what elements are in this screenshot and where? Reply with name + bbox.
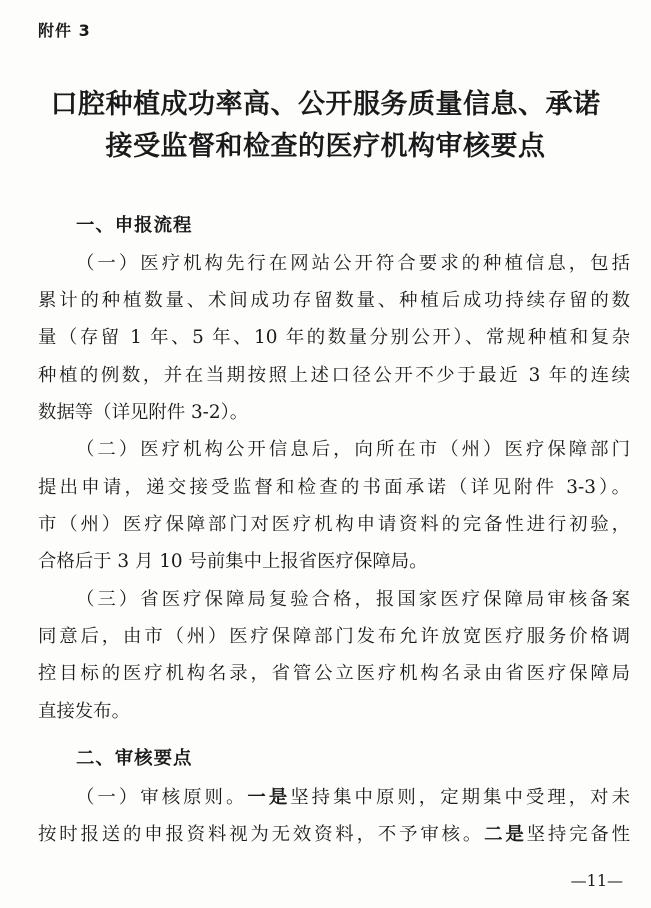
text-run: 按时报送的申报资料视为无效资料，不予审核。	[38, 824, 485, 845]
section-heading-review: 二、审核要点	[76, 748, 193, 769]
paragraph-line: 控目标的医疗机构名录，省管公立医疗机构名录由省医疗保障局	[38, 663, 630, 684]
paragraph-line	[38, 821, 630, 849]
paragraph-line: 累计的种植数量、术间成功存留数量、种植后成功持续存留的数	[38, 290, 630, 311]
paragraph-line: （二）医疗机构公开信息后，向所在市（州）医疗保障部门	[76, 439, 630, 460]
paragraph-line: 同意后，由市（州）医疗保障部门发布允许放宽医疗服务价格调	[38, 626, 630, 647]
text-run: 坚持集中原则，定期集中受理，对未	[290, 787, 630, 808]
text-run: （一）审核原则。	[76, 787, 248, 808]
paragraph-line: 直接发布。	[38, 701, 130, 722]
paragraph-line: 合格后于 3 月 10 号前集中上报省医疗保障局。	[38, 551, 428, 572]
document-title-line-2: 接受监督和检查的医疗机构审核要点	[105, 131, 546, 162]
paragraph-line: 量（存留 1 年、5 年、10 年的数量分别公开）、常规种植和复杂	[38, 327, 630, 348]
paragraph-line: 市（州）医疗保障部门对医疗机构申请资料的完备性进行初验，	[38, 514, 630, 535]
paragraph-line: （三）省医疗保障局复验合格，报国家医疗保障局审核备案	[76, 589, 630, 610]
document-title-line-1: 口腔种植成功率高、公开服务质量信息、承诺	[50, 89, 601, 120]
paragraph-line	[76, 784, 630, 812]
emphasis-text: 一是	[247, 787, 291, 808]
page-number: —11—	[570, 871, 623, 890]
paragraph-line: 数据等（详见附件 3-2）。	[38, 402, 249, 423]
attachment-label: 附件 3	[38, 21, 91, 40]
paragraph-line: （一）医疗机构先行在网站公开符合要求的种植信息，包括	[76, 253, 630, 274]
text-run: 坚持完备性	[526, 824, 630, 845]
paragraph-line: 提出申请，递交接受监督和检查的书面承诺（详见附件 3-3）。	[38, 477, 630, 498]
emphasis-text: 二是	[484, 824, 527, 845]
section-heading-process: 一、申报流程	[76, 215, 193, 236]
paragraph-line: 种植的例数，并在当期按照上述口径公开不少于最近 3 年的连续	[38, 365, 630, 386]
